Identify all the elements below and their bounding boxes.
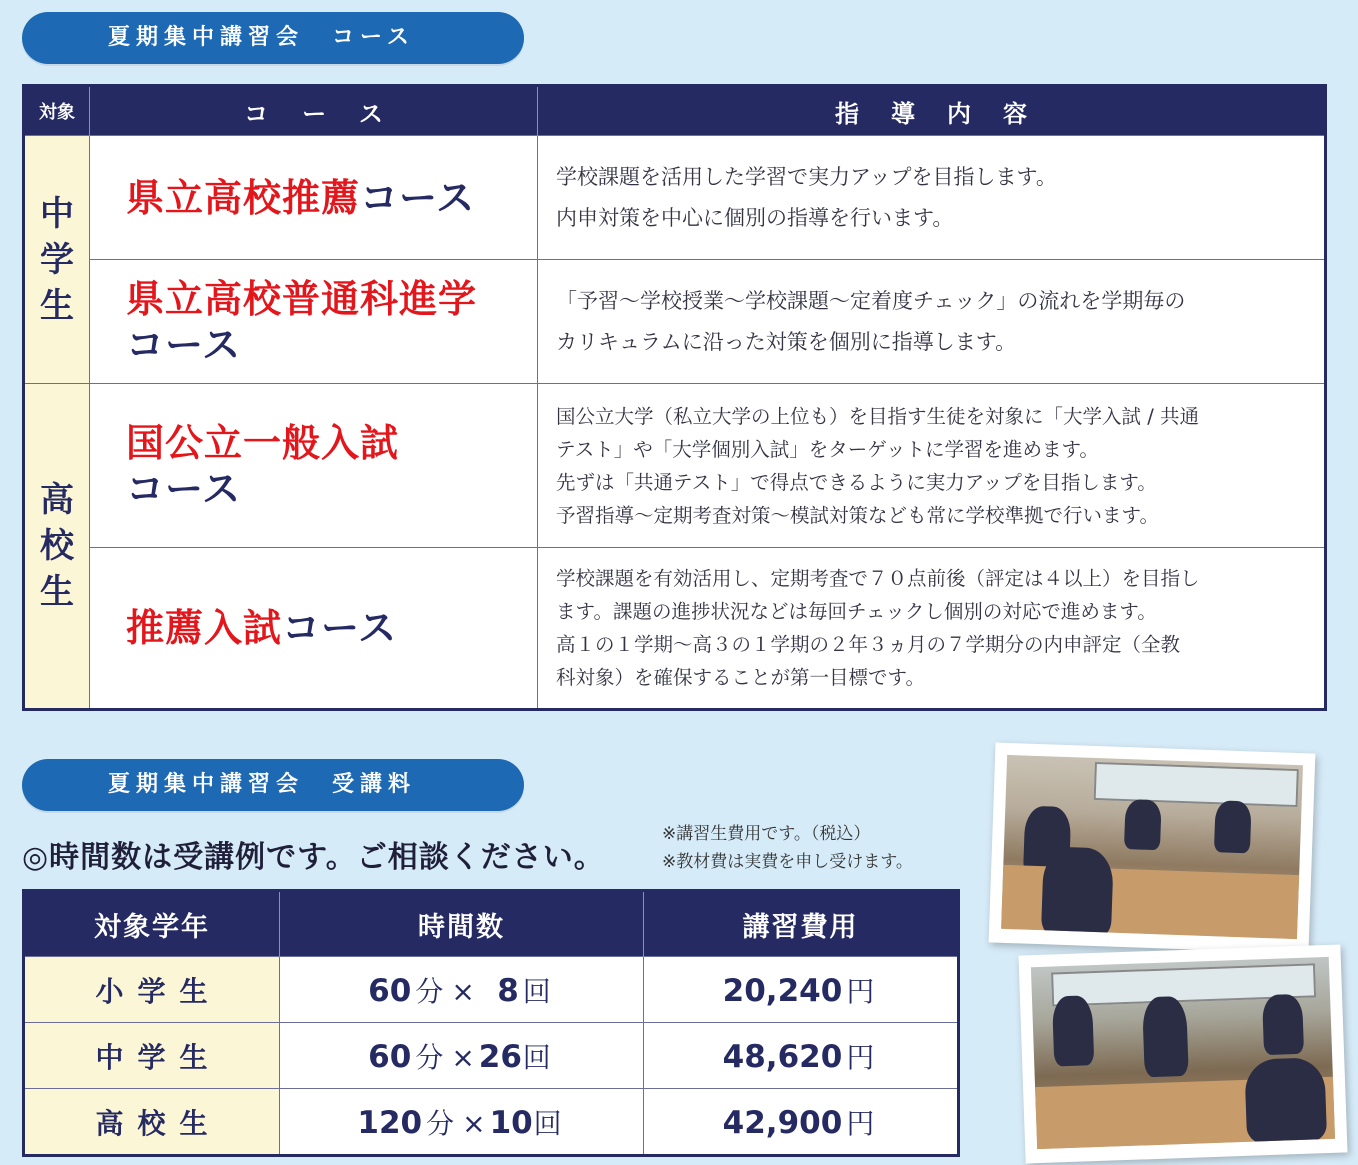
student-shape — [1214, 800, 1252, 853]
course-description: 「予習～学校授業～学校課題～定着度チェック」の流れを学期毎の カリキュラムに沿った対策を個別に指導します。 — [538, 260, 1326, 384]
table-row — [24, 136, 1326, 260]
hours-cell: 60 分 × 26回 — [280, 1023, 644, 1089]
header-fee: 講習費用 — [644, 891, 959, 957]
table-row — [24, 957, 959, 1023]
section-subtitle-text: 受講料 — [332, 772, 417, 797]
student-shape — [1262, 994, 1304, 1055]
classroom-photo — [1018, 944, 1347, 1163]
course-description: 学校課題を有効活用し、定期考査で７０点前後（評定は４以上）を目指し ます。課題の進捗状況などは毎回チェックし個別の対応で進めます。 高１の１学期～高３の１学期の２年３ヵ月の７学期分の内申評定（全教 科対象）を確保することが第一目標です。 — [538, 548, 1326, 710]
student-shape — [1052, 995, 1094, 1066]
classroom-photo-image — [1031, 957, 1335, 1149]
grade-cell: 中学生 — [24, 1023, 280, 1089]
classroom-photo — [989, 742, 1316, 953]
hours-cell: 60 分 × 8 回 — [280, 957, 644, 1023]
course-name: 国公立一般入試 コース — [90, 384, 538, 548]
fee-cell: 48,620 円 — [644, 1023, 959, 1089]
section-title-text: 夏期集中講習会 — [108, 25, 305, 50]
section-subtitle-text: コース — [332, 25, 415, 50]
course-name: 推薦入試コース — [90, 548, 538, 710]
student-shape — [1041, 846, 1114, 938]
grade-cell: 高校生 — [24, 1089, 280, 1156]
course-table-header — [24, 86, 1326, 136]
course-table — [22, 84, 1327, 711]
section-title-fees — [22, 759, 524, 811]
course-name: 県立高校普通科進学 コース — [90, 260, 538, 384]
fee-note: ※講習生費用です。（税込） — [662, 824, 871, 844]
fee-cell: 42,900 円 — [644, 1089, 959, 1156]
fee-heading: ◎時間数は受講例です。ご相談ください。 — [22, 840, 605, 875]
student-shape — [1142, 996, 1189, 1077]
fee-notes — [662, 820, 913, 876]
course-description: 学校課題を活用した学習で実力アップを目指します。 内申対策を中心に個別の指導を行います。 — [538, 136, 1326, 260]
fee-note: ※教材費は実費を申し受けます。 — [662, 852, 913, 872]
student-shape — [1124, 799, 1162, 850]
header-grade: 対象学年 — [24, 891, 280, 957]
table-row — [24, 260, 1326, 384]
fee-cell: 20,240 円 — [644, 957, 959, 1023]
student-shape — [1244, 1057, 1327, 1144]
table-row — [24, 548, 1326, 710]
header-hours: 時間数 — [280, 891, 644, 957]
section-title-text: 夏期集中講習会 — [108, 772, 305, 797]
table-row — [24, 1089, 959, 1156]
header-course: コース — [90, 86, 538, 136]
header-content: 指導内容 — [538, 86, 1326, 136]
hours-cell: 120 分 × 10回 — [280, 1089, 644, 1156]
course-description: 国公立大学（私立大学の上位も）を目指す生徒を対象に「大学入試 / 共通 テスト」や「大学個別入試」をターゲットに学習を進めます。 先ずは「共通テスト」で得点できるように実力アップを目指します。 予習指導～定期考査対策～模試対策なども常に学校準拠で行います。 — [538, 384, 1326, 548]
group-middle-school: 中学生 — [24, 136, 90, 384]
classroom-photo-image — [1001, 755, 1303, 939]
course-name: 県立高校推薦コース — [90, 136, 538, 260]
fee-table-header — [24, 891, 959, 957]
window-shape — [1094, 762, 1299, 807]
header-target: 対象 — [24, 86, 90, 136]
table-row — [24, 1023, 959, 1089]
table-row — [24, 384, 1326, 548]
grade-cell: 小学生 — [24, 957, 280, 1023]
group-high-school: 高校生 — [24, 384, 90, 710]
section-title-courses — [22, 12, 524, 64]
fee-table — [22, 889, 960, 1157]
